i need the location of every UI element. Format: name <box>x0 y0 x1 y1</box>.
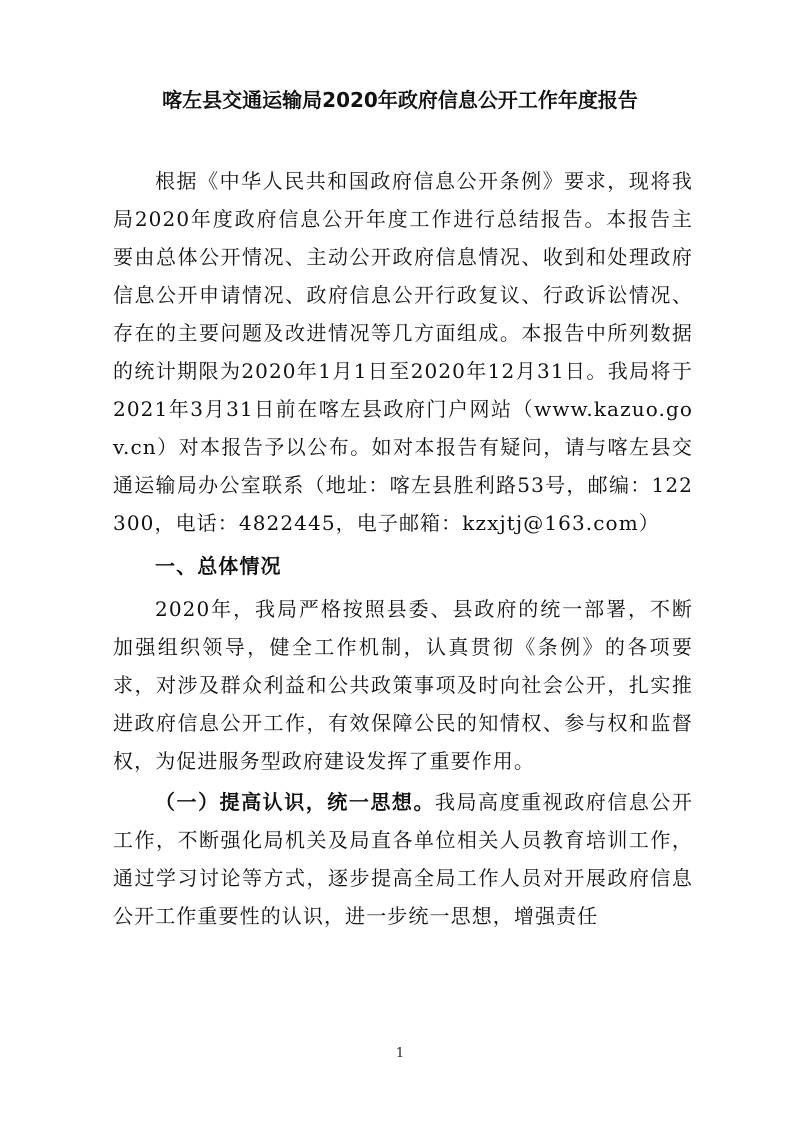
section-heading-overall: 一、总体情况 <box>155 554 282 578</box>
intro-paragraph: 根据《中华人民共和国政府信息公开条例》要求，现将我局2020年度政府信息公开年度工作进行总结报告。本报告主要由总体公开情况、主动公开政府信息情况、收到和处理政府信息公开申请情况、政府信息公开行政复议、行政诉讼情况、存在的主要问题及改进情况等几方面组成。本报告中所列数据的统计期限为2020年1月1日至2020年12月31日。我局将于2021年3月31日前在喀左县政府门户网站（www.kazuo.gov.cn）对本报告予以公布。如对本报告有疑问，请与喀左县交通运输局办公室联系（地址：喀左县胜利路53号，邮编：122300，电话：4822445，电子邮箱：kzxjtj@163.com） <box>113 169 693 535</box>
document-body <box>113 162 693 938</box>
document-title: 喀左县交通运输局2020年政府信息公开工作年度报告 <box>162 88 638 112</box>
overall-paragraph: 2020年，我局严格按照县委、县政府的统一部署，不断加强组织领导，健全工作机制，认真贯彻《条例》的各项要求，对涉及群众利益和公共政策事项及时向社会公开，扎实推进政府信息公开工作，有效保障公民的知情权、参与权和监督权，为促进服务型政府建设发挥了重要作用。 <box>113 597 693 773</box>
subsection-text-awareness: 我局高度重视政府信息公开工作，不断强化局机关及局直各单位相关人员教育培训工作，通过学习讨论等方式，逐步提高全局工作人员对开展政府信息公开工作重要性的认识，进一步统一思想，增强责任 <box>113 790 693 928</box>
page-number: 1 <box>395 1046 405 1061</box>
subsection-lead-awareness: （一）提高认识，统一思想。 <box>155 790 435 814</box>
subsection-paragraph-awareness <box>113 783 693 935</box>
